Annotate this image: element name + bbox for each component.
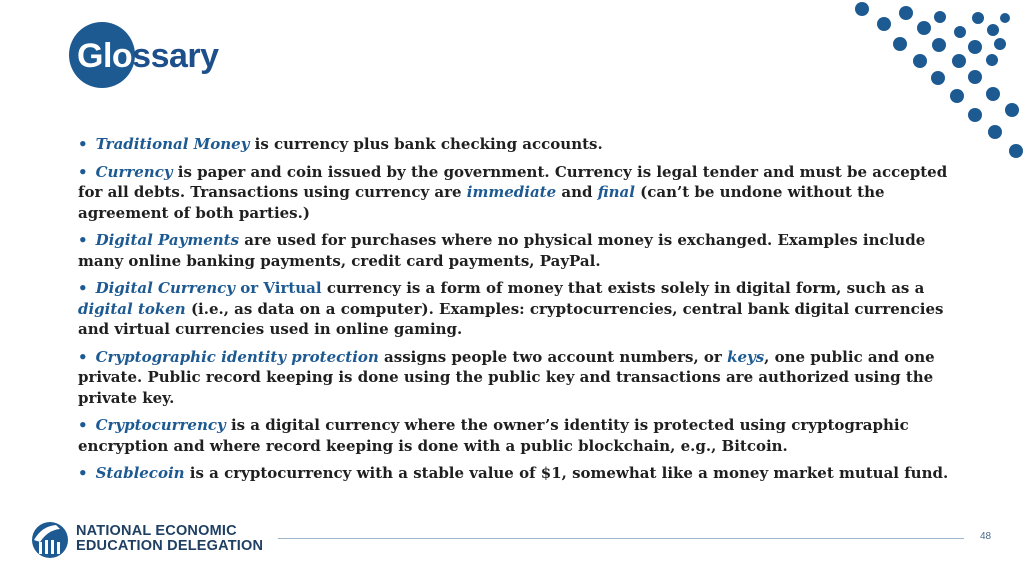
glossary-term: Traditional Money <box>95 135 250 153</box>
list-item: • Digital Currency or Virtual currency is a form of money that exists solely in digital form, such as a digital token (i.e., as data on a computer). Examples: cryptocurrencies, central bank digital currencies and virtual currencies used in online gaming. <box>78 279 944 338</box>
glossary-term: Digital Currency <box>95 279 236 297</box>
organization-name: NATIONAL ECONOMIC EDUCATION DELEGATION <box>76 523 264 554</box>
glossary-term: Digital Payments <box>95 231 240 249</box>
list-item: • Digital Payments are used for purchases where no physical money is exchanged. Examples include many online banking payments, credit card payments, PayPal. <box>78 231 926 270</box>
glossary-term: Currency <box>95 162 173 181</box>
bullet-icon: • <box>78 416 88 434</box>
glossary-term: Cryptocurrency <box>95 416 226 434</box>
glossary-list <box>78 134 958 491</box>
building-icon <box>30 520 70 560</box>
list-item: • Currency is paper and coin issued by the government. Currency is legal tender and must be accepted for all debts. Transactions using currency are immediate and final (can’t be undone without the agreement of both parties.) <box>78 162 948 222</box>
bullet-icon: • <box>78 347 88 366</box>
bullet-icon: • <box>78 279 88 297</box>
page-title: Glossary <box>77 37 219 75</box>
page-number: 48 <box>980 531 992 542</box>
bullet-icon: • <box>78 162 88 181</box>
footer-divider <box>278 538 964 539</box>
list-item: • Stablecoin is a cryptocurrency with a stable value of $1, somewhat like a money market mutual fund. <box>78 464 949 482</box>
glossary-term: Stablecoin <box>95 464 185 482</box>
bullet-icon: • <box>78 464 88 482</box>
bullet-icon: • <box>78 231 88 249</box>
bullet-icon: • <box>78 135 88 153</box>
slide-title <box>69 22 269 92</box>
list-item: • Traditional Money is currency plus bank checking accounts. <box>78 135 603 153</box>
glossary-term: Cryptographic identity protection <box>95 347 379 366</box>
list-item: • Cryptographic identity protection assigns people two account numbers, or keys, one public and one private. Public record keeping is done using the public key and transactions are authorized using the private key. <box>78 347 935 407</box>
list-item: • Cryptocurrency is a digital currency where the owner’s identity is protected using cryptographic encryption and where record keeping is done with a public blockchain, e.g., Bitcoin. <box>78 416 909 455</box>
organization-logo <box>30 520 280 560</box>
